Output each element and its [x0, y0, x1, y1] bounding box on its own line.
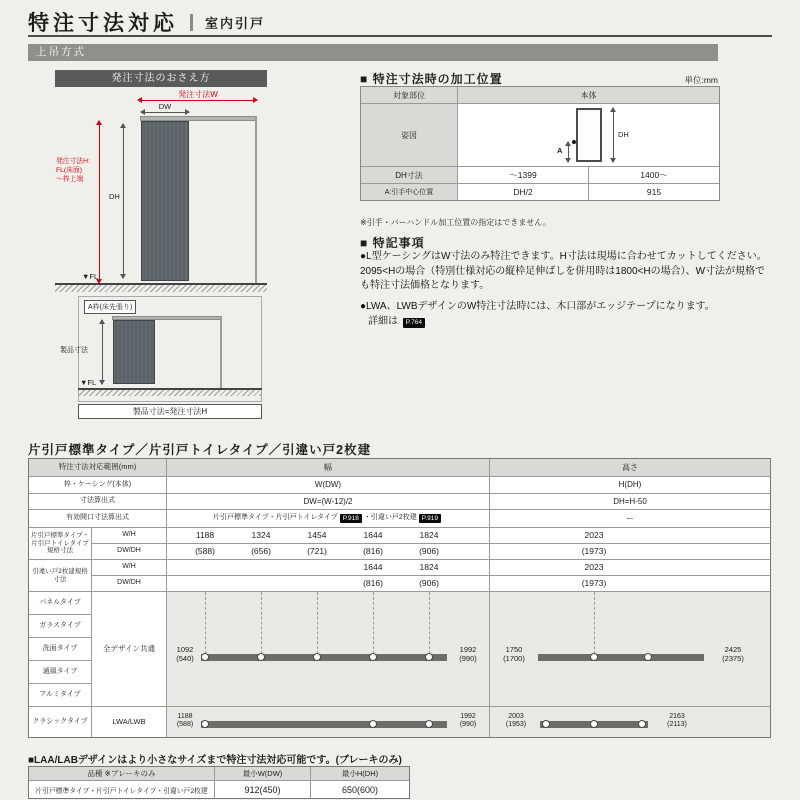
opening-formula-text-2: ・引違い戸2枚建 [363, 514, 417, 522]
min-w-value: 912(450) [215, 781, 310, 798]
method-bar: 上吊方式 [28, 44, 718, 61]
figure-a-dimension [568, 142, 569, 162]
product-dim-label: 製品寸法 [60, 347, 88, 354]
handle-center-row-label: A:引手中心位置 [361, 184, 457, 200]
opening-h-value: ー [490, 510, 770, 527]
dh-label: DH [109, 192, 120, 201]
all-design-cell: 全デザイン共通 [92, 592, 166, 706]
range-dot [257, 653, 265, 661]
type-row-classic: クラシックタイプ [29, 707, 91, 737]
a-frame-label: A枠(床先張り) [84, 300, 136, 314]
dh-dimension [123, 124, 124, 278]
range-dot [542, 720, 550, 728]
dashed-guide [373, 592, 374, 654]
frame-h-value: H(DH) [490, 477, 770, 493]
figure-a-label: A [557, 146, 563, 155]
page-title: 特注寸法対応 [28, 12, 178, 35]
laa-note: ■LAA/LABデザインはより小さなサイズまで特注寸法対応可能です。(ブレーキのみ) [28, 755, 402, 766]
range-dot [369, 653, 377, 661]
std-dw-value: (906) [419, 545, 439, 556]
remark-item-2: ●LWA、LWBデザインのW特注寸法時には、木口部がエッジテープになります。 [360, 301, 715, 312]
height-range-bar [538, 654, 704, 661]
common-height-range-cell [490, 592, 770, 706]
std2-wh-label: W/H [92, 560, 166, 575]
std-dw-value: (588) [195, 545, 215, 556]
range-min-label: 1188 (588) [176, 713, 194, 729]
figure-dh-label: DH [618, 130, 629, 139]
door-panel [141, 121, 189, 281]
page-header [28, 7, 265, 37]
width-range-bar [201, 654, 447, 661]
range-min-label: 2003 (1953) [505, 713, 527, 729]
range-dot [590, 653, 598, 661]
std-dw-value: (721) [307, 545, 327, 556]
range-max-label: 2163 (2113) [667, 713, 687, 729]
door-panel-2 [113, 320, 155, 384]
header-rule [28, 35, 772, 37]
min-h-value: 650(600) [311, 781, 409, 798]
range-dot [644, 653, 652, 661]
opening-formula-cell [167, 510, 489, 527]
order-width-dimension [138, 100, 257, 101]
machining-note: ※引手・バーハンドル加工位置の指定はできません。 [360, 218, 551, 227]
height-header: 高さ [490, 459, 770, 476]
std-width-value: 1454 [307, 529, 327, 540]
page-subtitle: 室内引戸 [205, 15, 266, 31]
range-dot [201, 653, 209, 661]
range-dot-open [201, 720, 209, 728]
std-width-value: 1324 [251, 529, 271, 540]
formula-h-value: DH=H-50 [490, 494, 770, 509]
frame-w-value: W(DW) [167, 477, 489, 493]
common-width-range-cell [167, 592, 489, 706]
machining-title: ■ 特注寸法時の加工位置 [360, 72, 503, 86]
floor-level-label: ▼FL [82, 272, 99, 281]
page-ref-badge-764: P.764 [403, 318, 425, 328]
std1-width-values [167, 528, 489, 543]
min-table-row-label: 片引戸標準タイプ・片引戸トイレタイプ・引違い戸2枚建 [29, 781, 214, 798]
order-height-dimension [99, 121, 100, 283]
min-table-col-h: 最小H(DH) [311, 767, 409, 780]
remark-item-1: ●L型ケーシングはW寸法のみ特注できます。H寸法は現場に合わせてカットしてください。2095<Hの場合（特別仕様対応の縦枠足伸ばしを併用時は1800<Hの場合）、W寸法が規格でも特注寸法価格となります。 [360, 251, 767, 291]
dh-size-row-label: DH寸法 [361, 167, 457, 183]
std2-width-values [167, 560, 489, 575]
std2-height-value: 2023 [490, 560, 770, 575]
range-min-label: 1750 (1700) [503, 645, 525, 663]
unit-label: 単位:mm [684, 75, 718, 85]
order-width-label: 発注寸法W [178, 90, 218, 99]
std-width-value: 1644 [363, 561, 383, 572]
equation-box: 製品寸法=発注寸法H [78, 404, 262, 419]
type-row-aluminum: アルミタイプ [29, 684, 91, 706]
std1-dwdh-label: DW/DH [92, 544, 166, 559]
std1-dw-values [167, 544, 489, 559]
width-header: 幅 [167, 459, 489, 476]
std-dw-value: (906) [419, 577, 439, 588]
dashed-guide [594, 592, 595, 654]
floor-level-label-2: ▼FL [80, 378, 97, 387]
type-row-panel: パネルタイプ [29, 592, 91, 614]
type-row-glass: ガラスタイプ [29, 615, 91, 637]
std-dw-value: (816) [363, 545, 383, 556]
dashed-guide [261, 592, 262, 654]
range-dot [425, 653, 433, 661]
std2-dh-value: (1973) [490, 576, 770, 591]
range-dot [590, 720, 598, 728]
std1-height-value: 2023 [490, 528, 770, 543]
floor-hatch-2 [78, 388, 262, 396]
std-width-value: 1824 [419, 529, 439, 540]
std1-dh-value: (1973) [490, 544, 770, 559]
handle-center-value-1: DH/2 [458, 184, 588, 200]
std2-dw-values [167, 576, 489, 591]
range-dot [369, 720, 377, 728]
dashed-guide [317, 592, 318, 654]
std1-row-label: 片引戸標準タイプ・片引戸トイレタイプ規格寸法 [29, 528, 91, 559]
classic-height-range-cell [490, 707, 770, 737]
range-dot [313, 653, 321, 661]
min-table-col-w: 最小W(DW) [215, 767, 310, 780]
machining-col-part: 対象部位 [361, 87, 457, 103]
std-dw-value: (816) [363, 577, 383, 588]
size-table-heading: 片引戸標準タイプ／片引戸トイレタイプ／引違い戸2枚建 [28, 443, 372, 457]
std-width-value: 1644 [363, 529, 383, 540]
range-dot [425, 720, 433, 728]
product-dimension [102, 320, 103, 384]
dh-size-value-1: ～1399 [458, 167, 588, 183]
title-divider [190, 14, 193, 31]
dw-dimension [141, 112, 189, 113]
std-width-value: 1188 [195, 529, 215, 540]
formula-row-label: 寸法算出式 [29, 494, 166, 509]
std2-row-label: 引違い戸2枚建規格寸法 [29, 560, 91, 591]
figure-handle-dot [572, 140, 576, 144]
type-row-ventilation: 通風タイプ [29, 661, 91, 683]
width-range-bar-classic [201, 721, 447, 728]
wall-frame-line-2 [220, 316, 222, 388]
range-max-label: 1992 (990) [459, 713, 477, 729]
range-dot [638, 720, 646, 728]
classic-design-cell: LWA/LWB [92, 707, 166, 737]
machining-col-body: 本体 [458, 87, 719, 103]
std-width-value: 1824 [419, 561, 439, 572]
range-header: 特注寸法対応範囲(mm) [29, 459, 166, 476]
frame-row-label: 枠・ケーシング(本体) [29, 477, 166, 493]
page-ref-badge-919: P.919 [419, 514, 441, 524]
remarks-title: ■ 特記事項 [360, 236, 425, 250]
formula-w-value: DW=(W-12)/2 [167, 494, 489, 509]
floor-hatch [55, 283, 267, 292]
page-ref-badge-918: P.918 [340, 514, 362, 524]
range-max-label: 2425 (2375) [722, 645, 744, 663]
dashed-guide [205, 592, 206, 654]
order-diagram-title: 発注寸法のおさえ方 [55, 70, 267, 87]
minimum-size-table [28, 766, 410, 799]
dw-label: DW [158, 102, 172, 111]
size-range-table [28, 458, 771, 738]
min-table-col-type: 品種 ※ブレーキのみ [29, 767, 214, 780]
classic-width-range-cell [167, 707, 489, 737]
std1-wh-label: W/H [92, 528, 166, 543]
opening-row-label: 有効開口寸法算出式 [29, 510, 166, 527]
type-row-washroom: 洗面タイプ [29, 638, 91, 660]
range-min-label: 1092 (540) [176, 645, 194, 663]
handle-center-value-2: 915 [589, 184, 719, 200]
machining-table [360, 86, 720, 201]
figure-door-outline [576, 108, 602, 162]
std-dw-value: (656) [251, 545, 271, 556]
order-height-label: 発注寸法H: FL(床面) ～枠上端 [56, 158, 90, 183]
wall-frame-line [255, 116, 257, 284]
dashed-guide [429, 592, 430, 654]
figure-dh-dimension [613, 108, 614, 162]
opening-formula-text-1: 片引戸標準タイプ・片引戸トイレタイプ [213, 514, 338, 522]
std2-dwdh-label: DW/DH [92, 576, 166, 591]
figure-cell [458, 104, 719, 166]
dh-size-value-2: 1400～ [589, 167, 719, 183]
range-max-label: 1992 (990) [459, 645, 477, 663]
remark-item-2b: 詳細は P.764 [368, 315, 427, 330]
machining-row-figure-label: 姿図 [361, 104, 457, 166]
